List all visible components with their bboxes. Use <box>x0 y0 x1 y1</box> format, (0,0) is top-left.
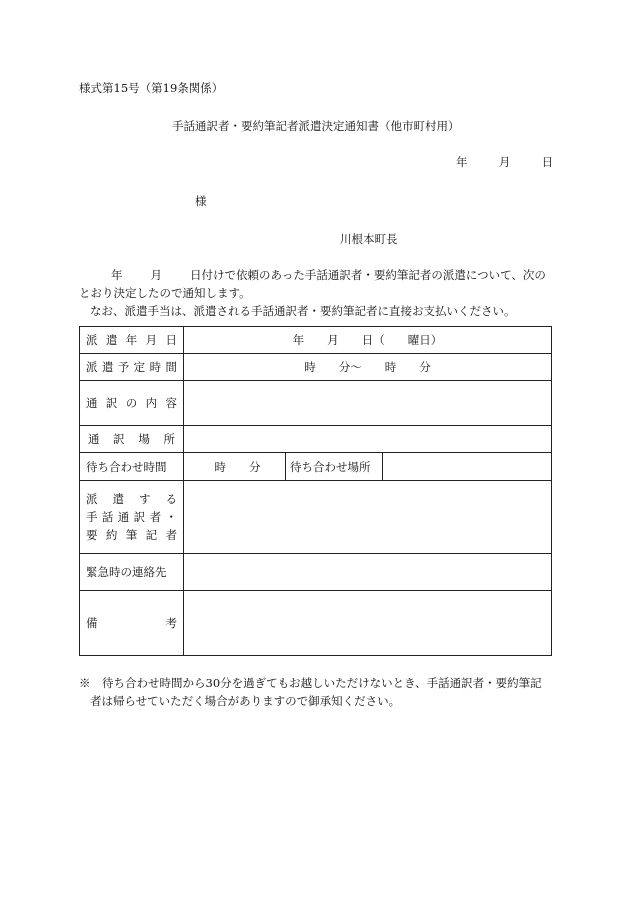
place-value[interactable] <box>184 426 552 453</box>
row-dispatched-staff <box>80 481 552 554</box>
row-meeting <box>80 453 552 481</box>
footnote-line-1 <box>79 674 557 692</box>
dispatch-date-value[interactable]: 年 月 日（ 曜日） <box>184 327 552 354</box>
dispatched-staff-label: 派 遣 す る 手 話 通 訳 者 ・ 要 約 筆 記 者 <box>80 481 184 554</box>
footnote-mark: ※ <box>79 676 91 690</box>
footnote <box>79 674 557 710</box>
row-emergency-contact <box>80 554 552 591</box>
content-value[interactable] <box>184 381 552 426</box>
body-line-1 <box>79 266 554 284</box>
meeting-cells <box>184 453 552 481</box>
emergency-contact-label: 緊急時の連絡先 <box>80 554 184 591</box>
meeting-place-label: 待ち合わせ場所 <box>286 453 383 480</box>
notice-body <box>79 266 554 320</box>
date-day-label: 日 <box>541 155 554 169</box>
date-year-label: 年 <box>456 155 468 169</box>
date-month-label: 月 <box>498 155 511 169</box>
emergency-contact-value[interactable] <box>184 554 552 591</box>
form-number: 様式第15号（第19条関係） <box>79 81 224 95</box>
remarks-label: 備 考 <box>80 591 184 656</box>
meeting-place-value[interactable] <box>383 453 545 480</box>
document-title: 手話通訳者・要約筆記者派遣決定通知書（他市町村用） <box>172 119 460 133</box>
meeting-time-value[interactable]: 時 分 <box>190 453 286 480</box>
body-month: 月 <box>150 268 162 282</box>
row-place <box>80 426 552 453</box>
meeting-time-label: 待ち合わせ時間 <box>80 453 184 481</box>
remarks-value[interactable] <box>184 591 552 656</box>
row-remarks <box>80 591 552 656</box>
place-label: 通 訳 場 所 <box>80 426 184 453</box>
issuer-name: 川根本町長 <box>340 232 398 246</box>
footnote-text-1: 待ち合わせ時間から30分を過ぎてもお越しいただけないとき、手話通訳者・要約筆記 <box>102 676 542 690</box>
dispatch-date-label: 派 遣 年 月 日 <box>80 327 184 354</box>
addressee-suffix: 様 <box>195 194 207 208</box>
footnote-line-2: 者は帰らせていただく場合がありますので御承知ください。 <box>90 694 401 708</box>
dispatched-staff-value[interactable] <box>184 481 552 554</box>
row-dispatch-date <box>80 327 552 354</box>
body-line-3: なお、派遣手当は、派遣される手話通訳者・要約筆記者に直接お支払いください。 <box>90 304 516 318</box>
content-label: 通 訳 の 内 容 <box>80 381 184 426</box>
row-scheduled-time <box>80 354 552 381</box>
issue-date <box>456 154 553 170</box>
row-content <box>80 381 552 426</box>
scheduled-time-label: 派 遣 予 定 時 間 <box>80 354 184 381</box>
body-line-2: とおり決定したので通知します。 <box>79 286 251 300</box>
body-year: 年 <box>111 268 123 282</box>
body-line-1-rest: 日付けで依頼のあった手話通訳者・要約筆記者の派遣について、次の <box>190 268 546 282</box>
scheduled-time-value[interactable]: 時 分～ 時 分 <box>184 354 552 381</box>
dispatch-details-table <box>79 326 552 656</box>
